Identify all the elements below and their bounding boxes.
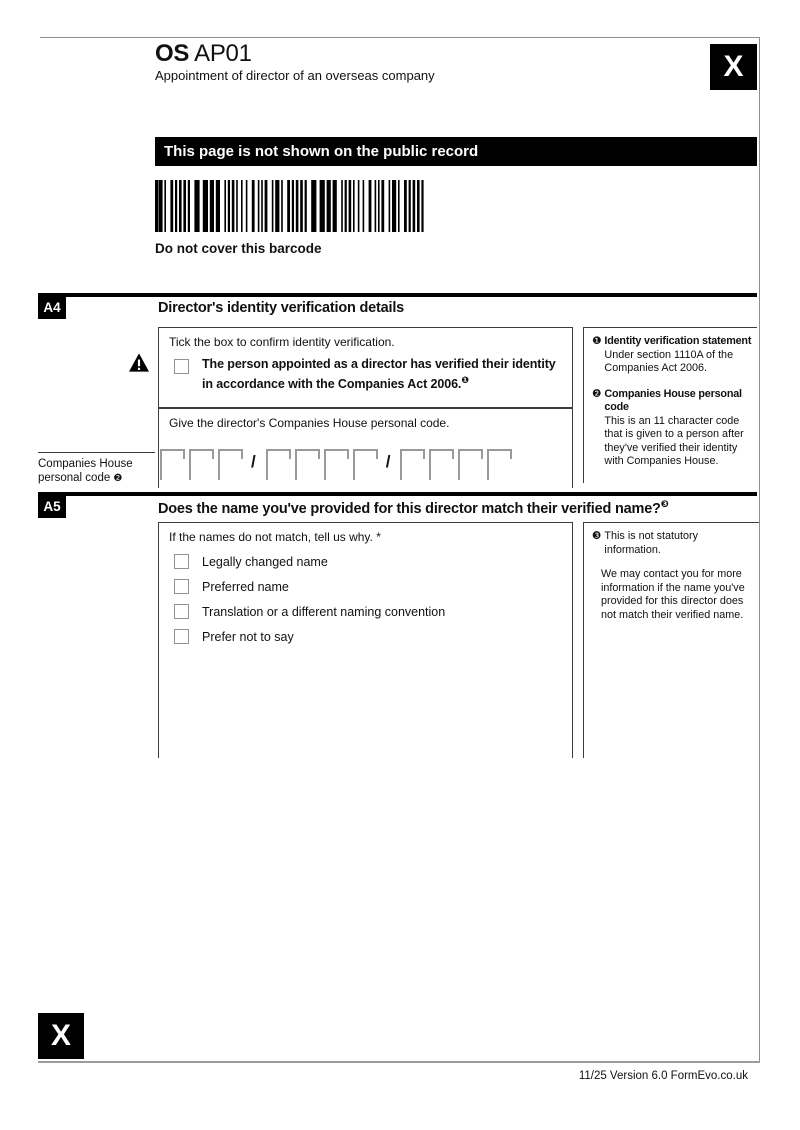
code-char-cell[interactable]: [487, 449, 510, 480]
tick-instruction: Tick the box to confirm identity verification.: [169, 335, 395, 349]
section-a5-chip: A5: [38, 496, 66, 518]
form-subtitle: Appointment of director of an overseas company: [155, 68, 435, 83]
option-row-legally-changed: [169, 554, 562, 569]
note-identity-verification: [592, 335, 753, 376]
identity-verified-checkbox[interactable]: [174, 359, 189, 374]
note-not-statutory: [592, 530, 755, 557]
option-label: Preferred name: [202, 579, 289, 594]
note-2-marker: ❷: [592, 387, 602, 400]
page-border-bottom: [38, 1061, 760, 1063]
code-group-separator: /: [251, 452, 256, 471]
corner-registration-mark-bottom: X: [38, 1013, 84, 1059]
a4-notes-column: [583, 327, 757, 483]
note-1-title: Identity verification statement: [604, 335, 752, 347]
code-char-cell[interactable]: [458, 449, 481, 480]
note-1-marker: ❶: [592, 335, 602, 347]
corner-registration-mark-top: X: [710, 44, 757, 90]
code-group-separator: /: [385, 452, 391, 471]
page-border-right: [759, 37, 760, 1063]
left-label-rule: [38, 452, 155, 453]
prefer-not-to-say-checkbox[interactable]: [174, 629, 189, 644]
name-match-box: [158, 522, 573, 758]
note-ref-3: ❸: [660, 499, 669, 510]
note-2-body: This is an 11 character code that is given to a person after they've verified their identity with Companies House.: [604, 414, 744, 467]
code-char-cell[interactable]: [324, 449, 347, 480]
option-label: Prefer not to say: [202, 629, 294, 644]
form-code-title: [155, 40, 252, 68]
code-char-cell[interactable]: [429, 449, 452, 480]
translation-checkbox[interactable]: [174, 604, 189, 619]
option-label: Legally changed name: [202, 554, 328, 569]
personal-code-instruction: Give the director's Companies House personal code.: [169, 416, 450, 430]
section-a4-chip: A4: [38, 297, 66, 319]
section-a5-title: Does the name you've provided for this director match their verified name?$^❸$: [158, 499, 669, 517]
section-a5-rule: [38, 492, 757, 496]
section-a4-title: Director's identity verification details: [158, 300, 405, 316]
option-row-prefer-not-to-say: [169, 629, 562, 644]
form-code-prefix: OS: [155, 40, 190, 67]
code-char-cell[interactable]: [353, 449, 376, 480]
preferred-name-checkbox[interactable]: [174, 579, 189, 594]
code-char-cell[interactable]: [295, 449, 318, 480]
option-row-translation: [169, 604, 562, 619]
code-char-cell[interactable]: [218, 449, 241, 480]
name-match-instruction: If the names do not match, tell us why. *: [169, 530, 381, 544]
code-char-cell[interactable]: [266, 449, 289, 480]
barcode-image: [155, 180, 435, 232]
code-char-cell[interactable]: [400, 449, 423, 480]
personal-code-left-label: Companies House personal code ❷: [38, 458, 133, 484]
note-personal-code: [592, 388, 753, 469]
footer-version-text: 11/25 Version 6.0 FormEvo.co.uk: [578, 1070, 748, 1082]
note-1-body: Under section 1110A of the Companies Act 2006.: [604, 348, 734, 374]
note-ref-1: ❶: [461, 374, 469, 385]
option-label: Translation or a different naming convention: [202, 604, 446, 619]
note-3-line1: This is not statutory information.: [604, 530, 699, 556]
barcode-caption: Do not cover this barcode: [155, 241, 322, 256]
identity-verification-box: [158, 327, 573, 408]
public-record-banner: This page is not shown on the public record: [155, 137, 757, 166]
section-a4-rule: [38, 293, 757, 297]
a5-notes-column: [583, 522, 759, 758]
identity-verified-statement: The person appointed as a director has verified their identity in accordance with the Companies Act 2006.$^❶$: [202, 357, 556, 391]
personal-code-comb: [160, 449, 516, 480]
note-3-body: We may contact you for more information if the name you've provided for this director does not match their verified name.: [601, 568, 745, 621]
identity-verified-row: [169, 357, 562, 392]
option-row-preferred-name: [169, 579, 562, 594]
note-3-marker: ❸: [592, 530, 602, 542]
code-char-cell[interactable]: [189, 449, 212, 480]
warning-icon: [129, 353, 149, 372]
legally-changed-name-checkbox[interactable]: [174, 554, 189, 569]
page-border-top: [40, 37, 760, 38]
note-ref-2: ❷: [113, 473, 123, 484]
code-char-cell[interactable]: [160, 449, 183, 480]
note-2-title: Companies House personal code: [604, 387, 742, 413]
form-code-number: AP01: [189, 40, 252, 67]
